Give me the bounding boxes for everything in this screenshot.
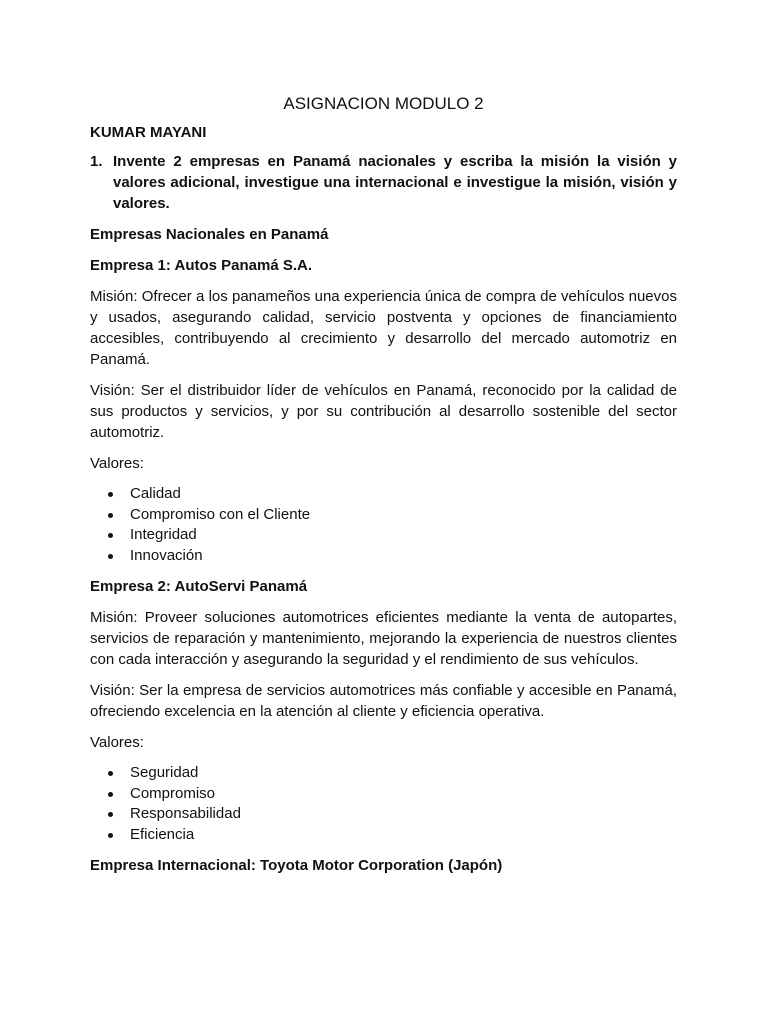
international-heading: Empresa Internacional: Toyota Motor Corporation (Japón) [90, 857, 503, 874]
list-item: Calidad [90, 484, 677, 505]
section-heading: Empresas Nacionales en Panamá [90, 226, 329, 243]
company1-mision: Misión: Ofrecer a los panameños una experiencia única de compra de vehículos nuevos y usados, asegurando calidad, servicio postventa y opciones de financiamiento accesibles, contribuyendo al crecimiento y desarrollo del mercado automotriz en Panamá. [90, 288, 677, 368]
question-text: Invente 2 empresas en Panamá nacionales y escriba la misión la visión y valores adicional, investigue una internacional e investigue la misión, visión y valores. [113, 153, 677, 212]
company2-mision: Misión: Proveer soluciones automotrices eficientes mediante la venta de autopartes, servicios de reparación y mantenimiento, mejorando la experiencia de nuestros clientes con cada interacción y asegurando la seguridad y el rendimiento de sus vehículos. [90, 609, 677, 668]
document-content [90, 92, 677, 886]
list-item: Eficiencia [90, 825, 677, 846]
list-item: Responsabilidad [90, 804, 677, 825]
author-name: KUMAR MAYANI [90, 124, 207, 141]
company2-heading: Empresa 2: AutoServi Panamá [90, 578, 308, 595]
list-item: Integridad [90, 525, 677, 546]
company2-valores-label: Valores: [90, 734, 144, 751]
list-item: Innovación [90, 546, 677, 567]
company2-vision: Visión: Ser la empresa de servicios automotrices más confiable y accesible en Panamá, ofreciendo excelencia en la atención al cliente y eficiencia operativa. [90, 682, 677, 720]
company2-valores-list [90, 763, 677, 845]
question-number: 1. [90, 153, 103, 170]
list-item: Seguridad [90, 763, 677, 784]
company1-valores-label: Valores: [90, 455, 144, 472]
list-item: Compromiso con el Cliente [90, 505, 677, 526]
company1-heading: Empresa 1: Autos Panamá S.A. [90, 257, 313, 274]
question-item [90, 151, 677, 214]
list-item: Compromiso [90, 784, 677, 805]
company1-valores-list [90, 484, 677, 566]
question-list [90, 151, 677, 214]
company1-vision: Visión: Ser el distribuidor líder de vehículos en Panamá, reconocido por la calidad de sus productos y servicios, y por su contribución al desarrollo sostenible del sector automotriz. [90, 382, 677, 441]
document-title: ASIGNACION MODULO 2 [283, 94, 484, 113]
